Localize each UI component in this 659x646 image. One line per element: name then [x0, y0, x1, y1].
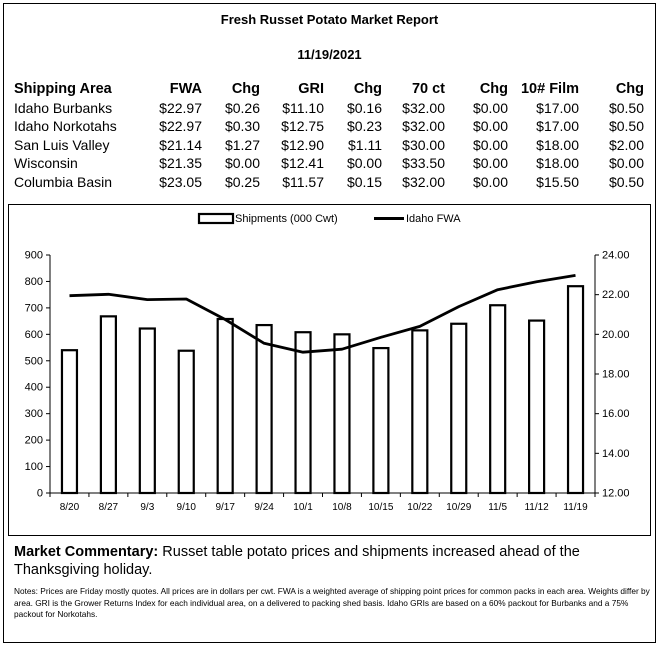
price-cell: $0.15 — [346, 173, 382, 190]
price-cell: $21.35 — [159, 155, 202, 171]
column-header: Shipping Area — [14, 81, 112, 97]
left-tick-label: 800 — [24, 275, 43, 288]
price-cell: $22.97 — [159, 99, 202, 116]
shipping-area-cell: Idaho Norkotahs — [14, 118, 117, 134]
price-cell: $21.14 — [159, 136, 202, 153]
legend-swatch-shipments — [199, 214, 233, 223]
table-header-row — [14, 80, 644, 99]
x-tick-label: 10/15 — [368, 502, 394, 513]
right-tick-label: 14.00 — [602, 447, 630, 460]
price-cell: $23.05 — [159, 173, 202, 190]
x-tick-label: 9/10 — [176, 502, 196, 513]
price-cell: $15.50 — [536, 173, 579, 190]
x-tick-label: 9/17 — [215, 502, 235, 513]
shipments-fwa-chart — [9, 205, 650, 535]
table-body — [14, 99, 644, 192]
shipping-area-cell: Wisconsin — [14, 155, 78, 171]
shipments-bar — [296, 332, 311, 493]
x-tick-label: 9/3 — [140, 502, 155, 513]
price-cell: $33.50 — [402, 155, 445, 171]
left-tick-label: 100 — [24, 461, 43, 474]
report-date: 11/19/2021 — [297, 47, 362, 62]
x-tick-label: 11/12 — [524, 502, 549, 513]
shipping-area-cell: San Luis Valley — [14, 136, 110, 153]
left-tick-label: 900 — [24, 249, 43, 262]
price-cell: $0.23 — [346, 118, 382, 134]
chart-container — [8, 204, 651, 536]
price-cell: $32.00 — [402, 118, 445, 134]
price-cell: $0.00 — [608, 155, 644, 171]
price-cell: $11.57 — [282, 173, 324, 190]
price-cell: $32.00 — [402, 99, 445, 116]
shipping-area-cell: Columbia Basin — [14, 173, 113, 190]
price-cell: $0.00 — [472, 155, 508, 171]
price-cell: $12.75 — [281, 118, 324, 134]
price-table — [14, 80, 644, 191]
column-header: 70 ct — [411, 81, 445, 97]
table-row — [14, 154, 644, 173]
shipments-bar — [451, 324, 466, 493]
left-tick-label: 600 — [24, 328, 43, 341]
left-tick-label: 0 — [36, 487, 43, 500]
price-cell: $0.16 — [346, 99, 382, 116]
price-cell: $0.00 — [472, 99, 508, 116]
right-tick-label: 24.00 — [602, 249, 630, 262]
price-cell: $0.25 — [224, 173, 260, 190]
price-cell: $18.00 — [536, 155, 579, 171]
price-cell: $0.00 — [224, 155, 260, 171]
report-title: Fresh Russet Potato Market Report — [220, 12, 439, 27]
market-commentary — [14, 543, 646, 579]
price-cell: $0.30 — [224, 118, 260, 134]
price-cell: $22.97 — [159, 118, 202, 134]
commentary-text: Russet table potato prices and shipments increased ahead of the Thanksgiving holiday. — [14, 544, 580, 578]
shipments-bar — [373, 348, 388, 493]
price-cell: $32.00 — [402, 173, 445, 190]
price-cell: $0.00 — [472, 118, 508, 134]
right-tick-label: 18.00 — [602, 368, 630, 381]
column-header: Chg — [231, 81, 260, 97]
column-header: 10# Film — [520, 81, 579, 97]
x-tick-label: 10/8 — [332, 502, 352, 513]
legend-label-shipments: Shipments (000 Cwt) — [235, 213, 338, 225]
column-header: GRI — [298, 81, 324, 97]
column-header: Chg — [615, 81, 644, 97]
price-cell: $0.50 — [608, 99, 644, 116]
price-cell: $30.00 — [402, 136, 445, 153]
right-tick-label: 22.00 — [602, 289, 630, 302]
x-tick-label: 11/5 — [488, 502, 508, 513]
legend-label-fwa: Idaho FWA — [406, 213, 461, 225]
report-notes: Notes: Prices are Friday mostly quotes. All prices are in dollars per cwt. FWA is a weighted average of shipping point prices for common packs in each area. Weights differ by area. GRI is the Grower Returns Index for each individual area, on a delivered to packing shed basis. Idaho GRIs are based on a 60% packout for Burbanks and a 75% packout for Norkotahs. — [14, 586, 650, 619]
left-tick-label: 300 — [24, 408, 43, 421]
table-row — [14, 117, 644, 136]
price-cell: $17.00 — [536, 99, 579, 116]
x-tick-label: 8/20 — [59, 502, 80, 513]
column-header: Chg — [479, 81, 508, 97]
chart-legend — [199, 213, 461, 225]
left-tick-label: 400 — [24, 381, 43, 394]
shipments-bar — [568, 286, 583, 493]
shipments-bar — [490, 305, 505, 493]
shipments-bar — [529, 321, 544, 493]
table-row — [14, 99, 644, 118]
shipments-bar — [101, 316, 116, 493]
x-tick-label: 10/29 — [446, 502, 472, 513]
table-row — [14, 173, 644, 192]
left-tick-label: 700 — [24, 302, 43, 315]
x-tick-label: 10/22 — [407, 502, 433, 513]
right-tick-label: 16.00 — [602, 408, 630, 421]
shipments-bar — [257, 325, 272, 493]
shipments-bar — [179, 351, 194, 493]
price-cell: $2.00 — [608, 136, 644, 153]
price-cell: $17.00 — [536, 118, 579, 134]
price-cell: $1.11 — [348, 136, 382, 153]
shipping-area-cell: Idaho Burbanks — [14, 99, 113, 116]
price-cell: $12.41 — [281, 155, 324, 171]
column-header: Chg — [353, 81, 382, 97]
left-tick-label: 200 — [24, 434, 43, 447]
x-tick-label: 9/24 — [254, 502, 274, 513]
price-cell: $0.26 — [224, 99, 260, 116]
commentary-label: Market Commentary: — [14, 544, 159, 560]
chart-axes — [46, 255, 599, 497]
shipments-bar — [140, 329, 155, 493]
price-cell: $1.27 — [224, 136, 260, 153]
price-cell: $0.00 — [472, 173, 508, 190]
price-cell: $12.90 — [281, 136, 324, 153]
price-cell: $0.00 — [472, 136, 508, 153]
shipments-bar — [218, 319, 233, 493]
x-tick-label: 11/19 — [563, 502, 588, 513]
table-row — [14, 136, 644, 155]
shipments-bar — [62, 350, 77, 493]
price-cell: $0.50 — [608, 118, 644, 134]
shipments-bars — [62, 286, 583, 493]
x-tick-label: 10/1 — [293, 502, 313, 513]
right-tick-label: 12.00 — [602, 487, 630, 500]
price-cell: $18.00 — [536, 136, 579, 153]
x-tick-label: 8/27 — [98, 502, 119, 513]
price-cell: $0.50 — [608, 173, 644, 190]
left-tick-label: 500 — [24, 355, 43, 368]
price-cell: $0.00 — [346, 155, 382, 171]
right-tick-label: 20.00 — [602, 328, 630, 341]
shipments-bar — [412, 330, 427, 493]
price-cell: $11.10 — [282, 99, 324, 116]
column-header: FWA — [169, 81, 202, 97]
shipments-bar — [334, 334, 349, 493]
